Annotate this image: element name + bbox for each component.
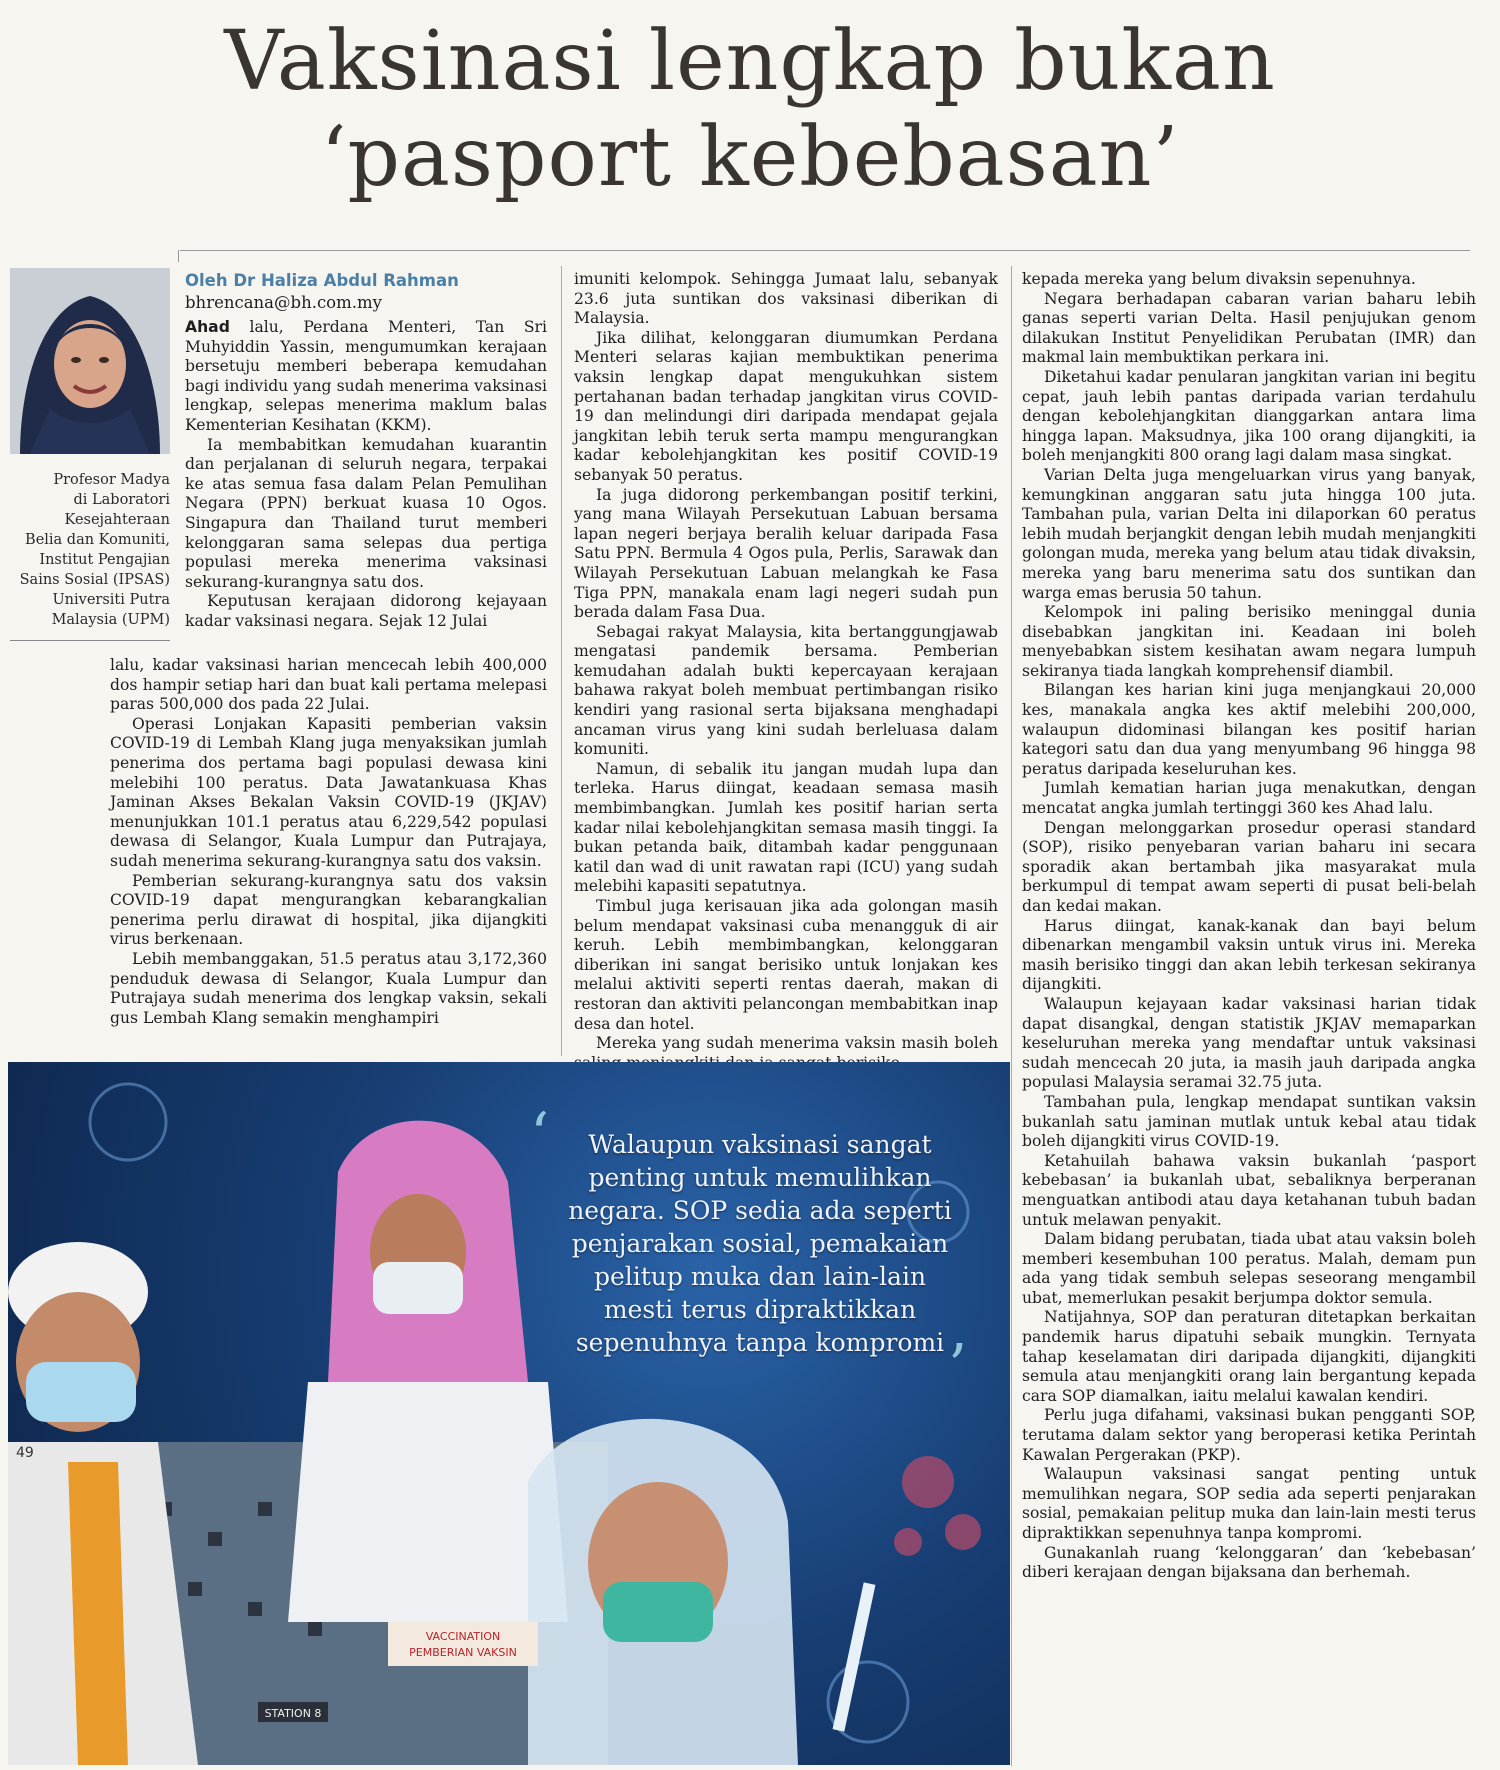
paragraph: Dengan melonggarkan prosedur operasi standard (SOP), risiko penyebaran varian baharu ini secara sporadik akan bertambah jika masyarakat mula berkumpul di tempat awam seperti di pusat beli-belah dan kedai makan. (1022, 818, 1476, 915)
paragraph: Jika dilihat, kelonggaran diumumkan Perdana Menteri selaras kajian membuktikan penerima vaksin lengkap dapat mengukuhkan sistem pertahanan badan terhadap jangkitan virus COVID-19 dan melindungi diri daripada mendapat gejala jangkitan lebih teruk serta mampu mengurangkan kadar kebolehjangkitan kes positif COVID-19 sebanyak 50 peratus. (574, 328, 998, 484)
headline-line-1: Vaksinasi lengkap bukan (224, 14, 1276, 109)
paragraph: Ia juga didorong perkembangan positif terkini, yang mana Wilayah Persekutuan Labuan bersama lapan negeri berjaya beralih keluar daripada Fasa Satu PPN. Bermula 4 Ogos pula, Perlis, Sarawak dan Wilayah Persekutuan Labuan melangkah ke Fasa Tiga PPN, manakala enam lagi negeri sudah pun berada dalam Fasa Dua. (574, 485, 998, 622)
paragraph: Lebih membanggakan, 51.5 peratus atau 3,172,360 penduduk dewasa di Selangor, Kuala Lumpur dan Putrajaya sudah menerima dos lengkap vaksin, sekali gus Lembah Klang semakin menghampiri (110, 949, 547, 1027)
feature-photo (8, 1062, 1010, 1765)
article-column-1-bottom (110, 656, 547, 1056)
bio-line: Profesor Madya (53, 472, 170, 488)
paragraph: Harus diingat, kanak-kanak dan bayi belum dibenarkan mengambil vaksin untuk virus ini. Mereka masih berisiko tinggi dan akan lebih terkesan sekiranya dijangkiti. (1022, 916, 1476, 994)
paragraph: Varian Delta juga mengeluarkan virus yang banyak, kemungkinan anggaran satu juta hingga 100 juta. Tambahan pula, varian Delta ini dilaporkan 60 peratus lebih mudah berjangkit dengan lebih mudah menjangkiti golongan muda, mereka yang belum atau tidak divaksin, mereka yang baru menerima satu dos suntikan dan warga emas berusia 50 tahun. (1022, 465, 1476, 602)
paragraph: Pemberian sekurang-kurangnya satu dos vaksin COVID-19 dapat mengurangkan kebarangkalian penerima perlu dirawat di hospital, jika dijangkiti virus berkenaan. (110, 871, 547, 949)
paragraph: Timbul juga kerisauan jika ada golongan masih belum mendapat vaksinasi cuba menangguk di air keruh. Lebih membimbangkan, kelonggaran diberikan ini sangat berisiko untuk lonjakan kes melalui aktiviti seperti rentas daerah, makan di restoran dan aktiviti pelancongan membabitkan inap desa dan hotel. (574, 897, 998, 1033)
paragraph: imuniti kelompok. Sehingga Jumaat lalu, sebanyak 23.6 juta suntikan dos vaksinasi diberikan di Malaysia. (574, 270, 998, 328)
bio-line: Kesejahteraan (64, 512, 170, 528)
bio-line: Belia dan Komuniti, (25, 532, 170, 548)
bio-line: Universiti Putra (52, 592, 170, 608)
paragraph: Diketahui kadar penularan jangkitan varian ini begitu cepat, jauh lebih pantas daripada varian terdahulu dengan kebolehjangkitan dianggarkan antara lima hingga lapan. Maksudnya, jika 100 orang dijangkiti, ia boleh menjangkiti 800 orang lagi dalam masa singkat. (1022, 367, 1476, 465)
quote-open-icon: ‘ (530, 1100, 550, 1170)
banner-text-2: PEMBERIAN VAKSIN (409, 1646, 517, 1659)
author-portrait-icon (10, 268, 170, 454)
author-photo (10, 268, 170, 454)
article-column-1-top (185, 318, 547, 656)
paragraph: lalu, kadar vaksinasi harian mencecah lebih 400,000 dos hampir setiap hari dan buat kali pertama melepasi paras 500,000 dos pada 22 Julai. (110, 656, 547, 714)
article-column-3 (1022, 270, 1476, 1765)
top-rule-tick (178, 250, 179, 262)
top-rule (180, 250, 1470, 251)
paragraph: Operasi Lonjakan Kapasiti pemberian vaksin COVID-19 di Lembah Klang juga menyaksikan jumlah penerima dos pertama bagi populasi dewasa kini melebihi 100 peratus. Data Jawatankuasa Khas Jaminan Akses Bekalan Vaksin COVID-19 (JKJAV) menunjukkan 101.1 peratus atau 6,229,542 populasi dewasa di Selangor, Kuala Lumpur dan Putrajaya, sudah menerima sekurang-kurangnya satu dos vaksin. (110, 714, 547, 870)
byline-author: Oleh Dr Haliza Abdul Rahman (185, 271, 459, 290)
byline (185, 270, 545, 314)
badge-text: 49 (16, 1445, 34, 1461)
column-divider (561, 266, 562, 1056)
paragraph: Mereka yang sudah menerima vaksin masih boleh (596, 1034, 998, 1053)
bio-line: Institut Pengajian (39, 552, 170, 568)
paragraph: Tambahan pula, lengkap mendapat suntikan vaksin bukanlah satu jaminan mutlak untuk kebal atau tidak boleh dijangkiti virus COVID-19. (1022, 1092, 1476, 1151)
bio-rule (10, 640, 170, 641)
paragraph: Sebagai rakyat Malaysia, kita bertanggungjawab mengatasi pandemik bersama. Pemberian kemudahan adalah bukti kepercayaan kerajaan bahawa rakyat boleh membuat pertimbangan risiko kendiri yang rasional serta bijaksana menghadapi ancaman virus yang kini sudah berleluasa dalam komuniti. (574, 622, 998, 759)
article-column-2 (574, 270, 998, 1052)
paragraph: Jumlah kematian harian juga menakutkan, dengan mencatat angka jumlah tertinggi 360 kes Ahad lalu. (1022, 779, 1476, 818)
bio-line: di Laboratori (73, 492, 170, 508)
paragraph: Bilangan kes harian kini juga menjangkaui 20,000 kes, manakala angka kes aktif melebihi 200,000, walaupun didominasi bilangan kes positif harian kategori satu dan dua yang menyumbang 96 hingga 98 peratus daripada keseluruhan kes. (1022, 681, 1476, 778)
paragraph: Keputusan kerajaan didorong kejayaan kadar vaksinasi negara. Sejak 12 Julai (185, 592, 547, 630)
paragraph: kepada mereka yang belum divaksin sepenuhnya. (1022, 270, 1416, 288)
bio-line: Malaysia (UPM) (51, 612, 170, 628)
paragraph: Ia membabitkan kemudahan kuarantin dan perjalanan di seluruh negara, terpakai ke atas semua fasa dalam Pelan Pemulihan Negara (PPN) berkuat kuasa 10 Ogos. Singapura dan Thailand turut memberi kelonggaran sama selepas dua pertiga populasi mereka menerima vaksinasi sekurang-kurangnya satu dos. (185, 435, 547, 591)
quote-close-icon: ’ (948, 1332, 968, 1402)
byline-email[interactable]: bhrencana@bh.com.my (185, 293, 382, 312)
paragraph: Perlu juga difahami, vaksinasi bukan pengganti SOP, terutama dalam sektor yang beroperasi ketika Perintah Kawalan Pergerakan (PKP). (1022, 1406, 1476, 1464)
paragraph: Ketahuilah bahawa vaksin bukanlah ‘pasport kebebasan’ ia bukanlah ubat, sebaliknya berperanan menguatkan antibodi atau daya ketahanan tubuh badan untuk melawan penyakit. (1022, 1151, 1476, 1229)
paragraph: Walaupun vaksinasi sangat penting untuk memulihkan negara, SOP sedia ada seperti penjarakan sosial, pemakaian pelitup muka dan lain-lain mesti terus dipraktikkan sepenuhnya tanpa kompromi. (1022, 1465, 1476, 1542)
bio-line: Sains Sosial (IPSAS) (19, 572, 170, 588)
banner-text-1: VACCINATION (425, 1630, 501, 1643)
station-text: STATION 8 (264, 1707, 322, 1720)
paragraph: Gunakanlah ruang ‘kelonggaran’ dan ‘kebebasan’ diberi kerajaan dengan bijaksana dan berhemah. (1022, 1543, 1476, 1582)
paragraph: Dalam bidang perubatan, tiada ubat atau vaksin boleh memberi kesembuhan 100 peratus. Malah, demam pun ada yang tidak sembuh selepas seseorang mengambil ubat, memerlukan pesakit berjumpa doktor semula. (1022, 1230, 1476, 1307)
paragraph: Namun, di sebalik itu jangan mudah lupa dan terleka. Harus diingat, keadaan semasa masih membimbangkan. Jumlah kes positif harian serta kadar nilai kebolehjangkitan semasa masih tinggi. Ia bukan petanda baik, ditambah kadar penggunaan katil dan wad di unit rawatan rapi (ICU) yang sudah melebihi kapasiti sepatutnya. (574, 759, 998, 896)
headline (0, 14, 1500, 206)
paragraph (185, 318, 547, 436)
paragraph: Kelompok ini paling berisiko meninggal dunia disebabkan jangkitan ini. Keadaan ini boleh menyebabkan sistem kesihatan awam negara lumpuh sekiranya tiada langkah komprehensif diambil. (1022, 603, 1476, 680)
pull-quote: Walaupun vaksinasi sangat penting untuk memulihkan negara. SOP sedia ada seperti penjarakan sosial, pemakaian pelitup muka dan lain-lain mesti terus dipraktikkan sepenuhnya tanpa kompromi (568, 1130, 952, 1357)
paragraph: Walaupun kejayaan kadar vaksinasi harian tidak dapat disangkal, dengan statistik JKJAV memaparkan keseluruhan mereka yang mendaftar untuk vaksinasi sudah mencecah 20 juta, ia masih jauh daripada angka populasi Malaysia seramai 32.75 juta. (1022, 994, 1476, 1092)
author-bio (8, 470, 170, 630)
paragraph: Natijahnya, SOP dan peraturan ditetapkan berkaitan pandemik harus dipatuhi sebaik mungkin. Ternyata tahap keselamatan diri daripada dijangkiti, dijangkiti semula atau menjangkiti orang lain bergantung kepada cara SOP diamalkan, iaitu melalui kawalan kendiri. (1022, 1308, 1476, 1405)
column-divider (1011, 266, 1012, 1766)
paragraph: Negara berhadapan cabaran varian baharu lebih ganas seperti varian Delta. Hasil penjujukan genom dilakukan Institut Penyelidikan Perubatan (IMR) dan makmal lain membuktikan perkara ini. (1022, 289, 1476, 367)
headline-line-2: ‘pasport kebebasan’ (320, 110, 1180, 205)
paragraph-text: lalu, Perdana Menteri, Tan Sri Muhyiddin Yassin, mengumumkan kerajaan bersetuju memberi beberapa kemudahan bagi individu yang sudah menerima vaksinasi lengkap, selepas menerima maklum balas Kementerian Kesihatan (KKM). (185, 318, 547, 434)
lead-word: Ahad (185, 318, 230, 336)
